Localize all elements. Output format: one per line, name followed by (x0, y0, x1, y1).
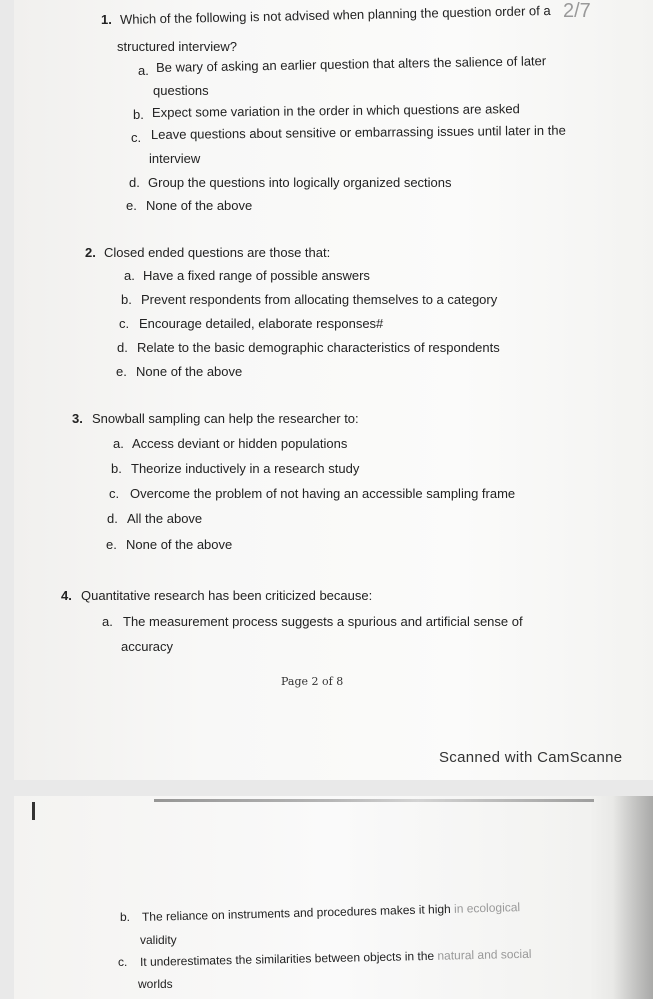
q2-option-c-letter: c. (119, 316, 130, 331)
q4-option-b-text-strong: The reliance on instruments and procedures makes it high (141, 901, 451, 924)
q4-option-c-letter: c. (118, 955, 128, 969)
q4-option-b-text-faded: in ecological (450, 900, 521, 916)
q1-number: 1. (101, 12, 112, 27)
q2-option-b-letter: b. (121, 292, 132, 307)
q1-option-d-letter: d. (129, 175, 140, 190)
page-fold-shadow (613, 796, 653, 999)
q1-option-a-text: Be wary of asking an earlier question that alters the salience of later (155, 53, 547, 75)
q3-stem: Snowball sampling can help the researcher to: (92, 411, 359, 426)
q4-option-b-letter: b. (120, 910, 131, 924)
q3-option-a-letter: a. (113, 436, 124, 451)
q1-stem-line2: structured interview? (117, 39, 237, 54)
q4-option-c-text-strong: It underestimates the similarities between objects in the (139, 948, 435, 969)
q2-option-e-letter: e. (116, 364, 127, 379)
q3-option-d-text: All the above (127, 511, 203, 526)
q4-option-a-text: The measurement process suggests a spurious and artificial sense of (123, 614, 523, 629)
q2-stem: Closed ended questions are those that: (104, 245, 331, 260)
q2-option-a-letter: a. (124, 268, 135, 283)
q4-option-c-text-faded: natural and social (433, 946, 532, 963)
q2-option-d-letter: d. (117, 340, 128, 355)
q3-option-d-letter: d. (107, 511, 118, 526)
q4-option-a-text-cont: accuracy (121, 639, 174, 654)
q2-option-b-text: Prevent respondents from allocating themselves to a category (141, 292, 498, 307)
q2-option-c-text: Encourage detailed, elaborate responses# (139, 316, 384, 331)
q1-option-c-letter: c. (131, 130, 142, 145)
q1-option-a-letter: a. (138, 63, 149, 78)
q3-option-a-text: Access deviant or hidden populations (132, 436, 348, 451)
q2-option-a-text: Have a fixed range of possible answers (143, 268, 370, 283)
q4-option-a-letter: a. (102, 614, 113, 629)
q2-option-d-text: Relate to the basic demographic characteristics of respondents (137, 340, 500, 355)
q2-option-e-text: None of the above (136, 364, 243, 379)
q1-option-b-text: Expect some variation in the order in which questions are asked (151, 101, 520, 120)
q3-option-e-letter: e. (106, 537, 117, 552)
q2-number: 2. (85, 245, 96, 260)
q3-option-e-text: None of the above (126, 537, 233, 552)
q3-option-c-text: Overcome the problem of not having an accessible sampling frame (130, 486, 516, 501)
page-counter: 2/7 (563, 0, 591, 22)
q1-option-a-text-cont: questions (153, 83, 209, 98)
q4-number: 4. (61, 588, 72, 603)
q1-stem-line1: Which of the following is not advised when planning the question order of a (119, 2, 551, 27)
q4-option-b-text-cont: validity (140, 933, 177, 947)
q1-option-d-text: Group the questions into logically organized sections (148, 175, 452, 190)
page-label: Page 2 of 8 (281, 675, 344, 688)
scanner-footer: Scanned with CamScanne (439, 749, 623, 766)
scanned-page-2 (14, 796, 653, 999)
q4-option-c-text-cont: worlds (138, 977, 173, 991)
page-edge-mark (32, 802, 35, 820)
q1-option-e-text: None of the above (146, 198, 253, 213)
q1-option-c-text-cont: interview (149, 151, 201, 166)
q4-stem: Quantitative research has been criticized because: (81, 588, 373, 603)
q3-number: 3. (72, 411, 83, 426)
q1-option-c-text: Leave questions about sensitive or embarrassing issues until later in the (150, 122, 566, 142)
q3-option-b-letter: b. (111, 461, 122, 476)
torn-edge-line (154, 799, 594, 802)
q1-option-b-letter: b. (133, 107, 144, 122)
q3-option-c-letter: c. (109, 486, 120, 501)
q3-option-b-text: Theorize inductively in a research study (131, 461, 360, 476)
q1-option-e-letter: e. (126, 198, 137, 213)
